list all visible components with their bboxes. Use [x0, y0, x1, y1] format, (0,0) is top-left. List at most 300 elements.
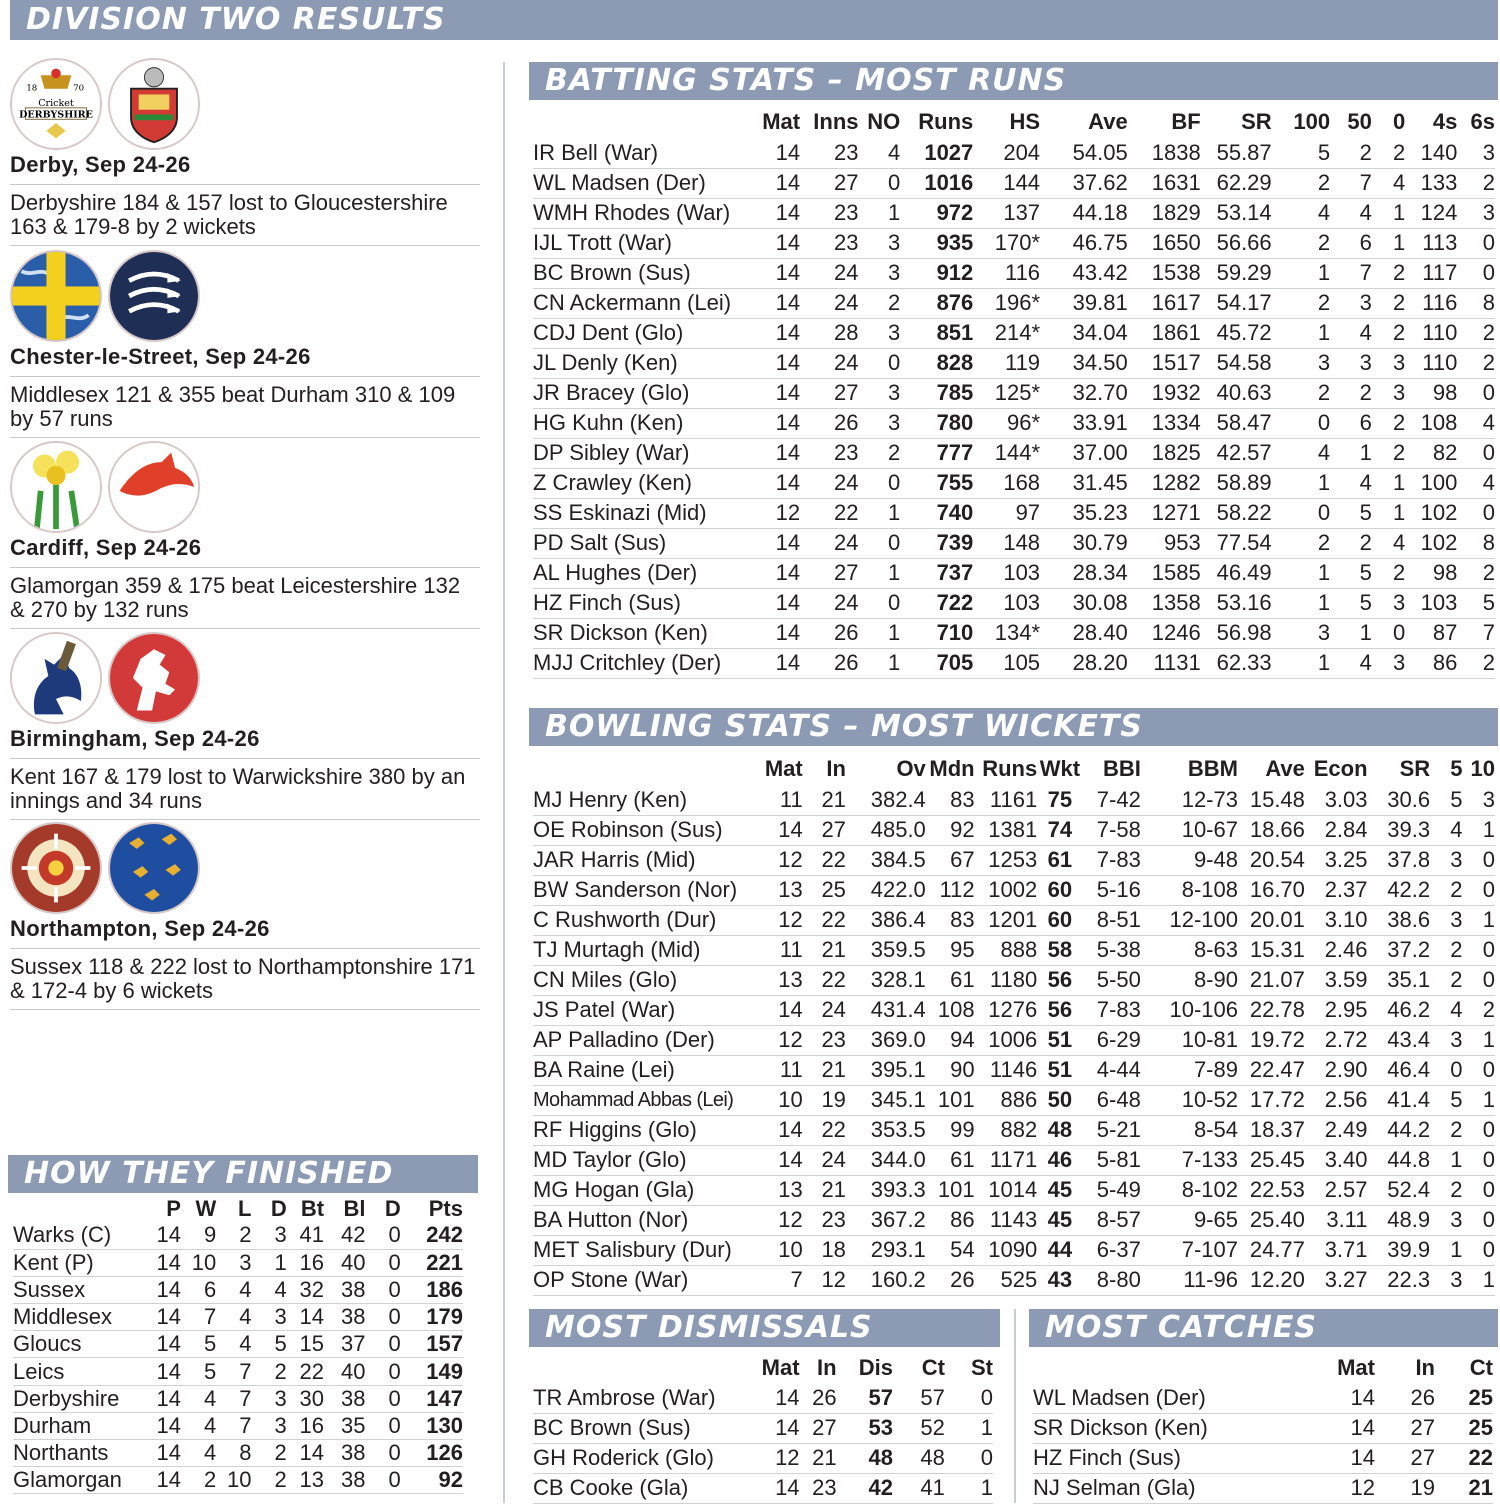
stat-cell: 740 — [900, 498, 973, 528]
stat-cell: 27 — [1375, 1413, 1435, 1443]
row-name: Northants — [13, 1440, 146, 1467]
stat-cell: 21 — [800, 1443, 837, 1473]
bowling-col-header: Mat — [764, 756, 803, 781]
stat-cell: 1381 — [975, 815, 1038, 845]
match-logos — [10, 822, 480, 920]
stat-cell: 100 — [1405, 468, 1457, 498]
stat-cell: 7 — [216, 1358, 251, 1385]
stat-cell: 4 — [216, 1304, 251, 1331]
stat-cell: 45 — [1037, 1205, 1082, 1235]
divider — [10, 437, 480, 438]
stat-cell: 3 — [1330, 288, 1372, 318]
stat-cell: 61 — [1037, 845, 1082, 875]
stat-cell: 2 — [1372, 558, 1405, 588]
stat-cell: 8-80 — [1083, 1265, 1141, 1295]
stat-cell: 0 — [1463, 935, 1496, 965]
match-summary: Sussex 118 & 222 lost to Northamptonshire 171 & 172-4 by 6 wickets — [10, 954, 476, 1003]
stat-cell: 0 — [366, 1358, 401, 1385]
stat-cell: 15.48 — [1238, 785, 1305, 815]
stat-cell: 37 — [324, 1331, 365, 1358]
stat-cell: 5 — [181, 1358, 216, 1385]
stat-cell: 935 — [900, 228, 973, 258]
stat-cell: 11-96 — [1141, 1265, 1238, 1295]
row-name: AP Palladino (Der) — [533, 1025, 762, 1055]
stat-cell: 14 — [743, 1413, 800, 1443]
stat-cell: 3 — [1372, 588, 1405, 618]
stat-cell: 51 — [1037, 1025, 1082, 1055]
match-logos — [10, 58, 480, 156]
glamorgan-crest-icon — [10, 441, 102, 533]
table-row — [13, 1358, 463, 1385]
stat-cell: 10-81 — [1141, 1025, 1238, 1055]
stat-cell: 4 — [1330, 198, 1372, 228]
stat-cell: 55.87 — [1201, 138, 1272, 168]
stat-cell: 4 — [1330, 648, 1372, 678]
row-name: HZ Finch (Sus) — [1033, 1443, 1299, 1473]
stat-cell: 2 — [1457, 558, 1495, 588]
stat-cell: 45.72 — [1201, 318, 1272, 348]
row-name: HG Kuhn (Ken) — [533, 408, 752, 438]
stat-cell: 14 — [743, 1383, 800, 1413]
stat-cell: 10 — [181, 1249, 216, 1276]
stat-cell: 117 — [1405, 258, 1457, 288]
stat-cell: 14 — [752, 288, 800, 318]
stat-cell: 22 — [803, 965, 846, 995]
stat-cell: 3 — [1430, 1265, 1462, 1295]
stat-cell: 5 — [181, 1331, 216, 1358]
row-name: Glamorgan — [13, 1467, 146, 1494]
stat-cell: 46.49 — [1201, 558, 1272, 588]
how-they-finished-header: HOW THEY FINISHED — [8, 1155, 478, 1193]
batting-col-header: Runs — [918, 109, 974, 134]
stat-cell: 7-133 — [1141, 1145, 1238, 1175]
finished-col-header: Bt — [300, 1196, 325, 1221]
stat-cell: 0 — [1457, 258, 1495, 288]
stat-cell: 24 — [800, 468, 858, 498]
stat-cell: 1 — [1463, 1025, 1496, 1055]
column-divider — [503, 62, 505, 1503]
row-name: TJ Murtagh (Mid) — [533, 935, 762, 965]
stat-cell: 28.34 — [1040, 558, 1128, 588]
stat-cell: 14 — [762, 1145, 803, 1175]
stat-cell: 2.84 — [1305, 815, 1368, 845]
stat-cell: 828 — [900, 348, 973, 378]
stat-cell: 54.17 — [1201, 288, 1272, 318]
stat-cell: 6 — [181, 1276, 216, 1303]
stat-cell: 7 — [216, 1412, 251, 1439]
stat-cell: 5-38 — [1083, 935, 1141, 965]
stat-cell: 1271 — [1128, 498, 1201, 528]
bowling-table — [533, 753, 1495, 1296]
stat-cell: 56 — [1037, 965, 1082, 995]
stat-cell: 0 — [1463, 965, 1496, 995]
most-dismissals-header: MOST DISMISSALS — [529, 1309, 1000, 1347]
stat-cell: 3 — [1372, 648, 1405, 678]
stat-cell: 5 — [251, 1331, 286, 1358]
table-row — [533, 995, 1495, 1025]
stat-cell: 3 — [859, 318, 901, 348]
stat-cell: 2 — [181, 1467, 216, 1494]
stat-cell: 1 — [1330, 438, 1372, 468]
match-summary: Glamorgan 359 & 175 beat Leicestershire 132 & 270 by 132 runs — [10, 573, 461, 622]
stat-cell: 1002 — [975, 875, 1038, 905]
stat-cell: 35.23 — [1040, 498, 1128, 528]
stat-cell: 14 — [752, 408, 800, 438]
stat-cell: 14 — [743, 1473, 800, 1503]
stat-cell: 98 — [1405, 558, 1457, 588]
table-row — [13, 1304, 463, 1331]
catches-col-header: Ct — [1469, 1355, 1493, 1380]
stat-cell: 103 — [973, 558, 1040, 588]
stat-cell: 1282 — [1128, 468, 1201, 498]
stat-cell: 1 — [1372, 498, 1405, 528]
stat-cell: 1 — [1272, 468, 1330, 498]
stat-cell: 108 — [1405, 408, 1457, 438]
row-name: CN Ackermann (Lei) — [533, 288, 752, 318]
stat-cell: 0 — [1463, 875, 1496, 905]
stat-cell: 1006 — [975, 1025, 1038, 1055]
stat-cell: 1 — [1430, 1235, 1462, 1265]
stat-cell: 58.22 — [1201, 498, 1272, 528]
stat-cell: 12-73 — [1141, 785, 1238, 815]
stat-cell: 395.1 — [846, 1055, 926, 1085]
stat-cell: 22.78 — [1238, 995, 1305, 1025]
stat-cell: 2 — [1272, 228, 1330, 258]
stat-cell: 24 — [800, 258, 858, 288]
row-name: DP Sibley (War) — [533, 438, 752, 468]
row-name: CDJ Dent (Glo) — [533, 318, 752, 348]
stat-cell: 4 — [181, 1412, 216, 1439]
stat-cell: 4 — [1372, 528, 1405, 558]
table-row — [533, 785, 1495, 815]
stat-cell: 9-65 — [1141, 1205, 1238, 1235]
stat-cell: 110 — [1405, 318, 1457, 348]
stat-cell: 722 — [900, 588, 973, 618]
stat-cell: 11 — [762, 1055, 803, 1085]
table-row — [533, 198, 1495, 228]
stat-cell: 882 — [975, 1115, 1038, 1145]
stat-cell: 53.14 — [1201, 198, 1272, 228]
stat-cell: 0 — [1372, 618, 1405, 648]
stat-cell: 14 — [1299, 1443, 1375, 1473]
stat-cell: 56.98 — [1201, 618, 1272, 648]
stat-cell: 3 — [859, 258, 901, 288]
table-row — [533, 1473, 993, 1503]
durham-crest-icon — [10, 250, 102, 342]
stat-cell: 2.46 — [1305, 935, 1368, 965]
table-row — [533, 815, 1495, 845]
stat-cell: 24 — [803, 1145, 846, 1175]
stat-cell: 116 — [1405, 288, 1457, 318]
stat-cell: 0 — [1463, 1205, 1496, 1235]
bowling-col-header: Ov — [896, 756, 926, 781]
stat-cell: 4 — [859, 138, 901, 168]
table-row — [533, 288, 1495, 318]
stat-cell: 38 — [324, 1276, 365, 1303]
match-result — [10, 441, 480, 629]
column-divider — [1014, 1309, 1016, 1503]
stat-cell: 2 — [216, 1222, 251, 1249]
stat-cell: 101 — [926, 1085, 975, 1115]
stat-cell: 48 — [837, 1443, 893, 1473]
stat-cell: 56 — [1037, 995, 1082, 1025]
stat-cell: 101 — [926, 1175, 975, 1205]
row-name: MJ Henry (Ken) — [533, 785, 762, 815]
stat-cell: 32.70 — [1040, 378, 1128, 408]
stat-cell: 777 — [900, 438, 973, 468]
stat-cell: 1 — [859, 198, 901, 228]
stat-cell: 27 — [800, 378, 858, 408]
stat-cell: 61 — [926, 965, 975, 995]
match-venue: Derby, Sep 24-26 — [10, 152, 191, 177]
stat-cell: 26 — [800, 408, 858, 438]
row-name: MG Hogan (Gla) — [533, 1175, 762, 1205]
stat-cell: 5 — [1430, 1085, 1462, 1115]
stat-cell: 0 — [1457, 378, 1495, 408]
table-row — [533, 905, 1495, 935]
row-name: MET Salisbury (Dur) — [533, 1235, 762, 1265]
stat-cell: 0 — [366, 1304, 401, 1331]
stat-cell: 14 — [146, 1385, 181, 1412]
stat-cell: 14 — [146, 1222, 181, 1249]
stat-cell: 1146 — [975, 1055, 1038, 1085]
stat-cell: 5 — [1330, 498, 1372, 528]
stat-cell: 28 — [800, 318, 858, 348]
bowling-col-header: SR — [1399, 756, 1431, 781]
stat-cell: 0 — [366, 1331, 401, 1358]
stat-cell: 2 — [1372, 408, 1405, 438]
stat-cell: 48 — [1037, 1115, 1082, 1145]
table-row — [1033, 1443, 1493, 1473]
stat-cell: 1838 — [1128, 138, 1201, 168]
stat-cell: 0 — [1272, 498, 1330, 528]
stat-cell: 3 — [1430, 905, 1462, 935]
stat-cell: 24 — [800, 288, 858, 318]
stat-cell: 110 — [1405, 348, 1457, 378]
stat-cell: 92 — [401, 1467, 463, 1494]
stat-cell: 137 — [973, 198, 1040, 228]
stat-cell: 382.4 — [846, 785, 926, 815]
table-row — [533, 138, 1495, 168]
table-row — [533, 1025, 1495, 1055]
stat-cell: 14 — [762, 815, 803, 845]
stat-cell: 57 — [893, 1383, 945, 1413]
stat-cell: 2 — [1272, 378, 1330, 408]
stat-cell: 28.40 — [1040, 618, 1128, 648]
stat-cell: 25 — [803, 875, 846, 905]
stat-cell: 1 — [859, 558, 901, 588]
stat-cell: 22.3 — [1368, 1265, 1431, 1295]
most-catches-header: MOST CATCHES — [1029, 1309, 1498, 1347]
stat-cell: 26 — [800, 648, 858, 678]
stat-cell: 7 — [1457, 618, 1495, 648]
stat-cell: 4 — [1372, 168, 1405, 198]
stat-cell: 14 — [752, 648, 800, 678]
stat-cell: 23 — [803, 1205, 846, 1235]
stat-cell: 14 — [752, 228, 800, 258]
table-row — [13, 1249, 463, 1276]
stat-cell: 0 — [1457, 228, 1495, 258]
stat-cell: 3.71 — [1305, 1235, 1368, 1265]
stat-cell: 1 — [945, 1473, 993, 1503]
stat-cell: 14 — [752, 138, 800, 168]
table-row — [1033, 1473, 1493, 1503]
stat-cell: 144 — [973, 168, 1040, 198]
table-row — [533, 228, 1495, 258]
stat-cell: 1 — [859, 498, 901, 528]
stat-cell: 2 — [1430, 965, 1462, 995]
row-name: MD Taylor (Glo) — [533, 1145, 762, 1175]
stat-cell: 186 — [401, 1276, 463, 1303]
stat-cell: 1276 — [975, 995, 1038, 1025]
stat-cell: 4 — [1457, 468, 1495, 498]
stat-cell: 0 — [1463, 845, 1496, 875]
stat-cell: 5 — [1457, 588, 1495, 618]
table-row — [13, 1440, 463, 1467]
stat-cell: 2 — [1430, 1175, 1462, 1205]
stat-cell: 19.72 — [1238, 1025, 1305, 1055]
finished-col-header: D — [270, 1196, 287, 1221]
stat-cell: 1161 — [975, 785, 1038, 815]
match-logos — [10, 250, 480, 348]
stat-cell: 2 — [1272, 528, 1330, 558]
row-name: SS Eskinazi (Mid) — [533, 498, 752, 528]
stat-cell: 739 — [900, 528, 973, 558]
stat-cell: 11 — [762, 935, 803, 965]
stat-cell: 144* — [973, 438, 1040, 468]
stat-cell: 22.53 — [1238, 1175, 1305, 1205]
stat-cell: 4-44 — [1083, 1055, 1141, 1085]
stat-cell: 7 — [181, 1304, 216, 1331]
stat-cell: 1 — [1463, 815, 1496, 845]
stat-cell: 367.2 — [846, 1205, 926, 1235]
stat-cell: 393.3 — [846, 1175, 926, 1205]
stat-cell: 14 — [1299, 1413, 1375, 1443]
stat-cell: 52 — [893, 1413, 945, 1443]
row-name: PD Salt (Sus) — [533, 528, 752, 558]
stat-cell: 1014 — [975, 1175, 1038, 1205]
stat-cell: 2.56 — [1305, 1085, 1368, 1115]
stat-cell: 44.8 — [1368, 1145, 1431, 1175]
stat-cell: 34.04 — [1040, 318, 1128, 348]
stat-cell: 4 — [1430, 815, 1462, 845]
stat-cell: 96* — [973, 408, 1040, 438]
stat-cell: 0 — [859, 168, 901, 198]
match-venue: Northampton, Sep 24-26 — [10, 916, 270, 941]
derbyshire-crest-year-18: 18 — [26, 83, 38, 94]
divider — [10, 819, 480, 820]
table-row — [13, 1467, 463, 1494]
stat-cell: 39.3 — [1368, 815, 1431, 845]
dismissals-col-header — [533, 1353, 743, 1383]
stat-cell: 1 — [251, 1249, 286, 1276]
stat-cell: 422.0 — [846, 875, 926, 905]
stat-cell: 525 — [975, 1265, 1038, 1295]
stat-cell: 14 — [146, 1467, 181, 1494]
stat-cell: 1 — [1372, 228, 1405, 258]
stat-cell: 0 — [1463, 1055, 1496, 1085]
row-name: Derbyshire — [13, 1385, 146, 1412]
stat-cell: 113 — [1405, 228, 1457, 258]
stat-cell: 345.1 — [846, 1085, 926, 1115]
row-name: SR Dickson (Ken) — [533, 618, 752, 648]
stat-cell: 0 — [945, 1383, 993, 1413]
stat-cell: 2 — [1463, 995, 1496, 1025]
stat-cell: 103 — [973, 588, 1040, 618]
kent-crest-icon — [108, 632, 200, 724]
stat-cell: 0 — [859, 468, 901, 498]
batting-col-header: 6s — [1470, 109, 1495, 134]
stat-cell: 54 — [926, 1235, 975, 1265]
stat-cell: 75 — [1037, 785, 1082, 815]
table-row — [13, 1222, 463, 1249]
stat-cell: 1 — [1372, 468, 1405, 498]
stat-cell: 19 — [803, 1085, 846, 1115]
match-venue: Chester-le-Street, Sep 24-26 — [10, 344, 311, 369]
stat-cell: 1585 — [1128, 558, 1201, 588]
stat-cell: 912 — [900, 258, 973, 288]
batting-col-header: SR — [1241, 109, 1272, 134]
stat-cell: 105 — [973, 648, 1040, 678]
stat-cell: 755 — [900, 468, 973, 498]
stat-cell: 38 — [324, 1304, 365, 1331]
stat-cell: 54.05 — [1040, 138, 1128, 168]
stat-cell: 7 — [216, 1385, 251, 1412]
table-row — [533, 1115, 1495, 1145]
stat-cell: 2 — [1272, 288, 1330, 318]
stat-cell: 353.5 — [846, 1115, 926, 1145]
stat-cell: 8-102 — [1141, 1175, 1238, 1205]
stat-cell: 0 — [366, 1385, 401, 1412]
stat-cell: 1131 — [1128, 648, 1201, 678]
stat-cell: 3 — [859, 408, 901, 438]
stat-cell: 74 — [1037, 815, 1082, 845]
match-result — [10, 250, 480, 438]
stat-cell: 24 — [800, 528, 858, 558]
stat-cell: 3.03 — [1305, 785, 1368, 815]
stat-cell: 876 — [900, 288, 973, 318]
stat-cell: 2.37 — [1305, 875, 1368, 905]
stat-cell: 108 — [926, 995, 975, 1025]
stat-cell: 369.0 — [846, 1025, 926, 1055]
stat-cell: 35 — [324, 1412, 365, 1439]
stat-cell: 1 — [1463, 905, 1496, 935]
stat-cell: 23 — [800, 198, 858, 228]
stat-cell: 0 — [1457, 438, 1495, 468]
stat-cell: 22 — [287, 1358, 324, 1385]
stat-cell: 8-57 — [1083, 1205, 1141, 1235]
table-row — [13, 1385, 463, 1412]
stat-cell: 82 — [1405, 438, 1457, 468]
stat-cell: 9 — [181, 1222, 216, 1249]
stat-cell: 41 — [287, 1222, 324, 1249]
stat-cell: 384.5 — [846, 845, 926, 875]
stat-cell: 3 — [859, 378, 901, 408]
stat-cell: 16 — [287, 1249, 324, 1276]
stat-cell: 0 — [1272, 408, 1330, 438]
stat-cell: 8-63 — [1141, 935, 1238, 965]
stat-cell: 51 — [1037, 1055, 1082, 1085]
stat-cell: 12 — [752, 498, 800, 528]
stat-cell: 50 — [1037, 1085, 1082, 1115]
row-name: Mohammad Abbas (Lei) — [533, 1085, 762, 1115]
finished-col-header: L — [238, 1196, 252, 1221]
table-row — [13, 1412, 463, 1439]
stat-cell: 22.47 — [1238, 1055, 1305, 1085]
stat-cell: 293.1 — [846, 1235, 926, 1265]
stat-cell: 17.72 — [1238, 1085, 1305, 1115]
stat-cell: 1253 — [975, 845, 1038, 875]
